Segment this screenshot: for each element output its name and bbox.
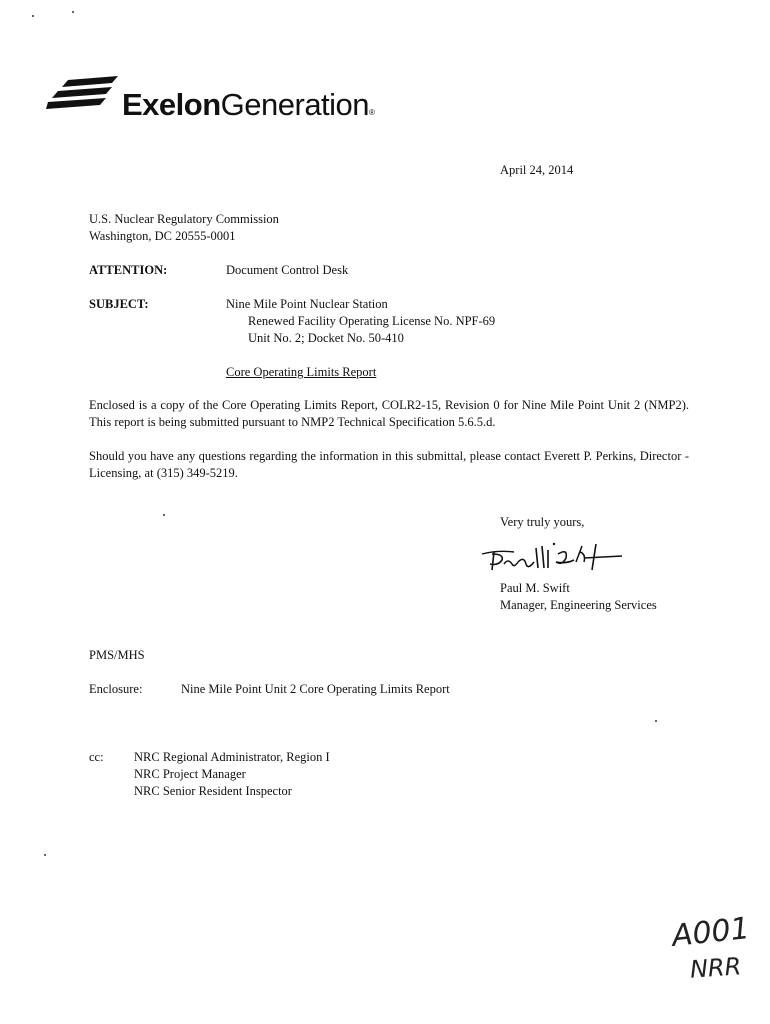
company-wordmark [122, 88, 374, 130]
company-logo [46, 74, 406, 124]
cc-label: cc: [89, 750, 104, 764]
addressee-line-2: Washington, DC 20555-0001 [89, 229, 236, 243]
wordmark-exelon: Exelon [122, 87, 221, 122]
subject-line-3: Unit No. 2; Docket No. 50-410 [248, 331, 404, 345]
enclosure-value: Nine Mile Point Unit 2 Core Operating Limits Report [181, 682, 450, 696]
attention-value: Document Control Desk [226, 263, 349, 277]
body-paragraph-2: Should you have any questions regarding the information in this submittal, please contact Everett P. Perkins, Director - Licensing, at (315) 349-5219. [89, 449, 689, 480]
body-paragraph-1: Enclosed is a copy of the Core Operating Limits Report, COLR2-15, Revision 0 for Nine Mile Point Unit 2 (NMP2). This report is being submitted pursuant to NMP2 Technical Specification 5.6.5.d. [89, 398, 689, 429]
attention-label: ATTENTION: [89, 263, 168, 277]
handwritten-code: A001 [670, 911, 752, 954]
enclosure-label: Enclosure: [89, 682, 143, 696]
scan-speck [44, 854, 46, 856]
letter-date: April 24, 2014 [500, 163, 574, 177]
subject-title: Core Operating Limits Report [226, 365, 377, 379]
scan-speck [655, 720, 657, 722]
addressee-line-1: U.S. Nuclear Regulatory Commission [89, 212, 279, 226]
handwritten-signature [478, 540, 638, 580]
cc-recipient: NRC Senior Resident Inspector [134, 784, 292, 798]
cc-recipient: NRC Regional Administrator, Region I [134, 750, 330, 764]
typist-initials: PMS/MHS [89, 648, 145, 662]
scan-speck [72, 11, 74, 13]
signatory-title: Manager, Engineering Services [500, 598, 657, 612]
scan-speck [163, 514, 165, 516]
handwritten-office: NRR [689, 952, 743, 984]
signatory-name: Paul M. Swift [500, 581, 570, 595]
cc-recipient: NRC Project Manager [134, 767, 246, 781]
wordmark-generation: Generation [220, 87, 370, 122]
closing-salutation: Very truly yours, [500, 515, 585, 529]
scan-speck [32, 15, 34, 17]
subject-label: SUBJECT: [89, 297, 149, 311]
trademark-symbol: ® [369, 108, 375, 117]
subject-line-2: Renewed Facility Operating License No. NPF-69 [248, 314, 496, 328]
subject-line-1: Nine Mile Point Nuclear Station [226, 297, 388, 311]
exelon-stripes-icon [46, 76, 122, 114]
